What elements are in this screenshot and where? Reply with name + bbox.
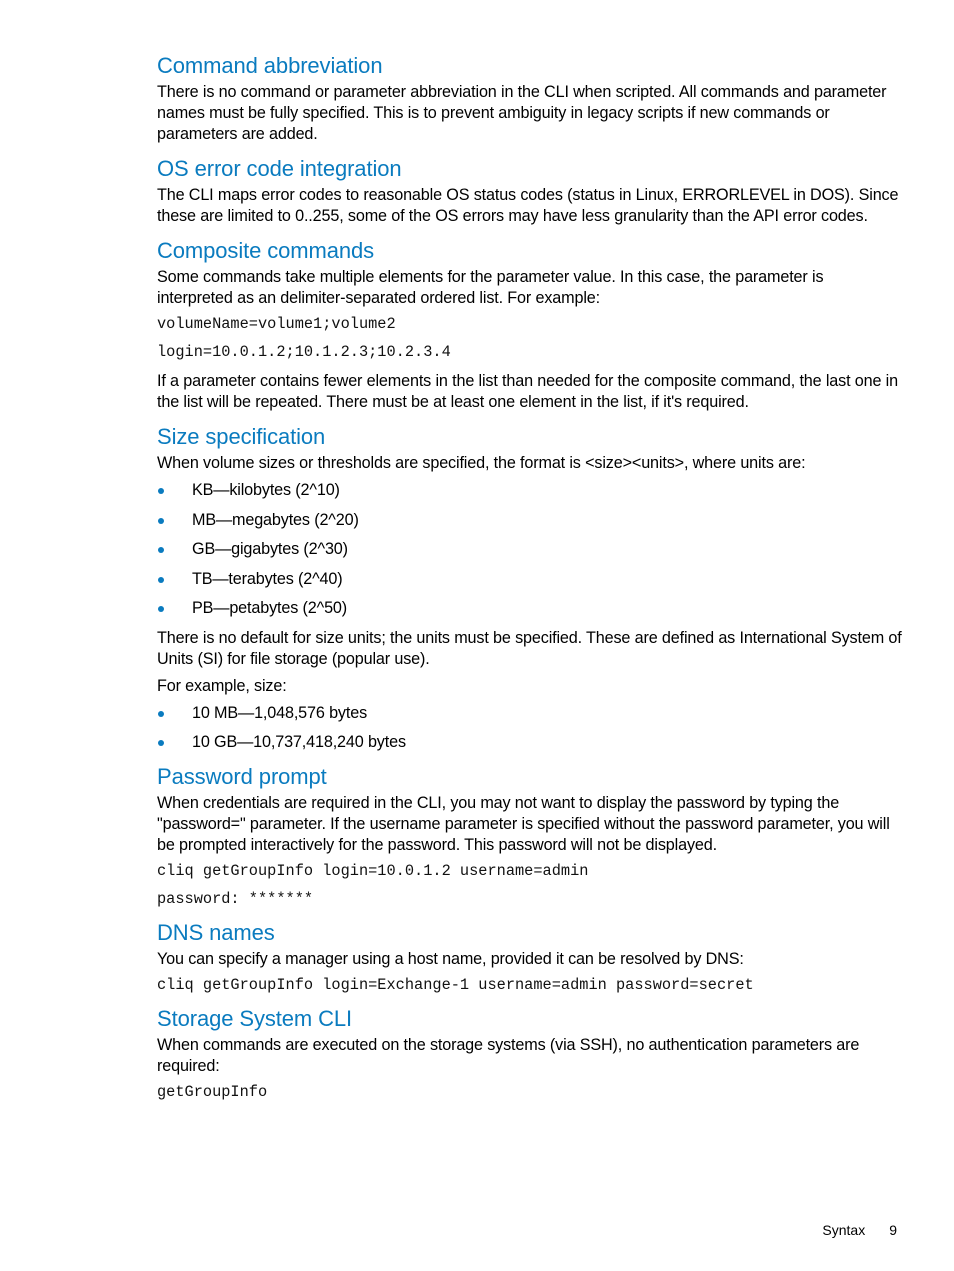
section-paragraph: Some commands take multiple elements for the parameter value. In this case, the parameter is interpreted as an delimiter-separated ordered list. For example: [157,268,824,307]
code-example: password: ******* [157,890,314,908]
page-footer [822,1222,897,1238]
section-paragraph: When commands are executed on the storage systems (via SSH), no authentication parameters are required: [157,1036,860,1075]
bullet-icon [158,577,164,583]
section-paragraph: For example, size: [157,676,287,695]
examples-list [157,703,902,754]
list-item [157,510,902,531]
list-item-text: PB—petabytes (2^50) [192,599,348,617]
list-item [157,732,902,753]
footer-section-name: Syntax [822,1222,866,1238]
section-paragraph: There is no command or parameter abbreviation in the CLI when scripted. All commands and parameter names must be fully specified. This is to prevent ambiguity in legacy scripts if new commands or parameters are added. [157,83,887,143]
bullet-icon [158,740,164,746]
section-command-abbreviation [157,51,902,145]
list-item-text: GB—gigabytes (2^30) [192,540,348,558]
list-item [157,539,902,560]
section-heading: Password prompt [157,764,327,789]
section-paragraph: When credentials are required in the CLI, you may not want to display the password by typing the "password=" parameter. If the username parameter is specified without the password parameter, you will be prompted interactively for the password. This password will not be displayed. [157,794,890,854]
bullet-icon [158,547,164,553]
section-heading: OS error code integration [157,156,402,181]
page-number: 9 [889,1222,897,1238]
section-heading: DNS names [157,920,275,945]
section-paragraph: You can specify a manager using a host name, provided it can be resolved by DNS: [157,950,744,968]
section-password-prompt [157,762,902,908]
section-os-error-code-integration [157,154,902,227]
list-item-text: 10 GB—10,737,418,240 bytes [192,733,406,751]
bullet-icon [158,606,164,612]
page-content [157,51,902,1111]
section-paragraph: The CLI maps error codes to reasonable OS status codes (status in Linux, ERRORLEVEL in DOS). Since these are limited to 0..255, some of the OS errors may have less granularity than the API error codes. [157,186,899,225]
section-paragraph: There is no default for size units; the units must be specified. These are defined as International System of Units (SI) for file storage (popular use). [157,628,902,668]
list-item [157,569,902,590]
code-example: volumeName=volume1;volume2 [157,315,396,333]
section-paragraph: If a parameter contains fewer elements in the list than needed for the composite command, the last one in the list will be repeated. There must be at least one element in the list, if it's required. [157,372,898,411]
section-paragraph: When volume sizes or thresholds are specified, the format is <size><units>, where units are: [157,454,806,472]
list-item-text: TB—terabytes (2^40) [192,569,343,588]
code-example: getGroupInfo [157,1083,268,1101]
section-heading: Storage System CLI [157,1006,353,1031]
section-heading: Composite commands [157,238,375,263]
units-list [157,480,902,619]
bullet-icon [158,518,164,524]
code-example: cliq getGroupInfo login=Exchange-1 username=admin password=secret [157,976,754,994]
bullet-icon [158,711,164,717]
list-item-text: 10 MB—1,048,576 bytes [192,703,368,722]
section-composite-commands [157,236,902,413]
list-item-text: MB—megabytes (2^20) [192,510,359,529]
bullet-icon [158,488,164,494]
list-item [157,480,902,501]
code-example: login=10.0.1.2;10.1.2.3;10.2.3.4 [157,343,451,361]
section-size-specification [157,422,902,753]
section-storage-system-cli [157,1004,902,1101]
list-item [157,703,902,724]
list-item-text: KB—kilobytes (2^10) [192,481,340,499]
section-heading: Size specification [157,424,326,449]
section-heading: Command abbreviation [157,53,383,78]
list-item [157,598,902,619]
code-example: cliq getGroupInfo login=10.0.1.2 username=admin [157,862,589,880]
section-dns-names [157,918,902,994]
